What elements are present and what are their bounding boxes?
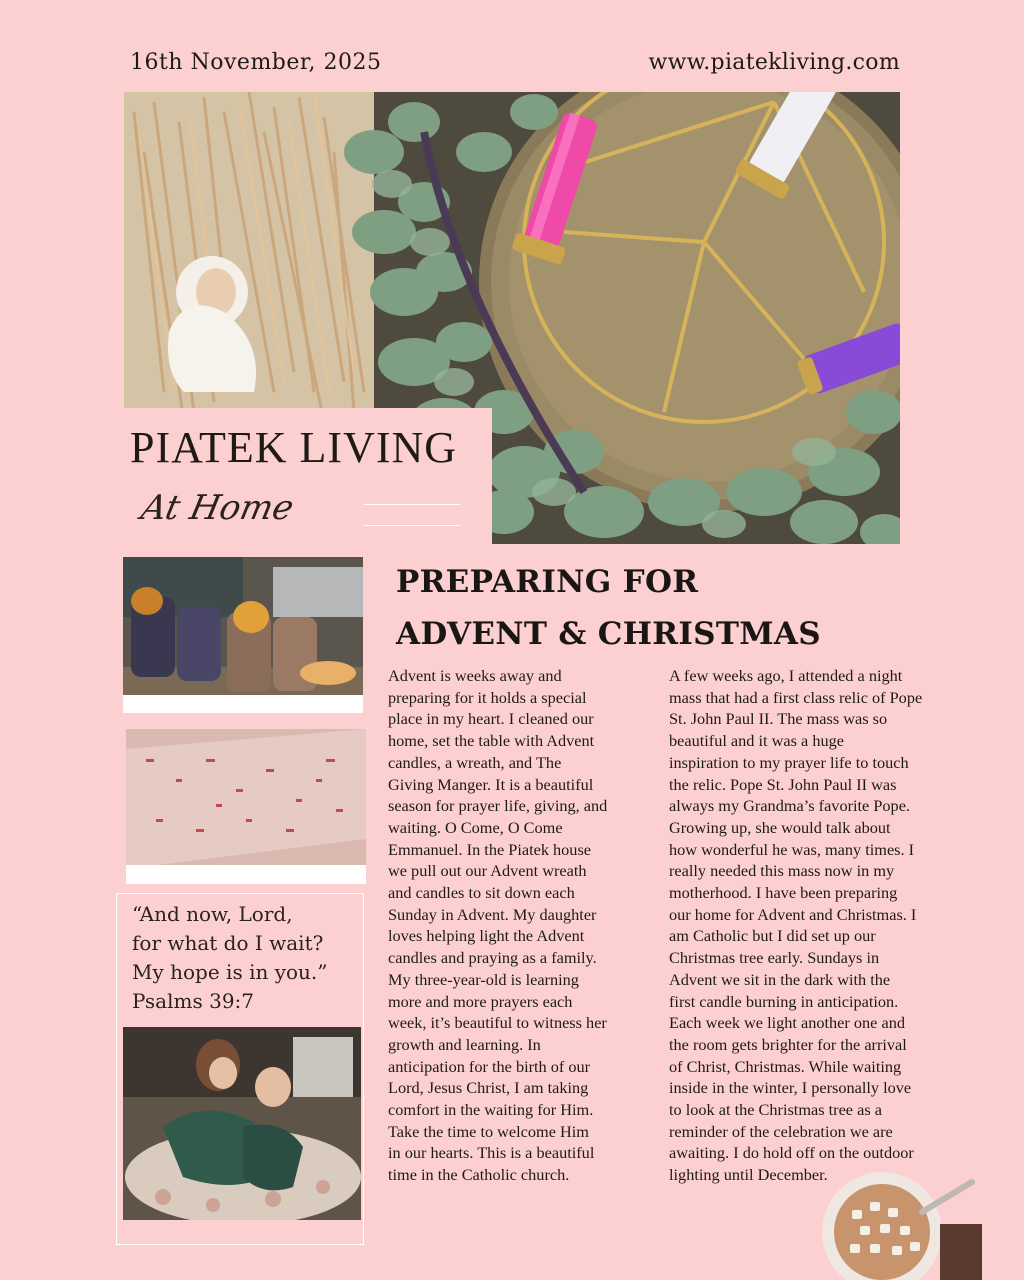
text-line: Giving Manger. It is a beautiful bbox=[388, 774, 594, 794]
text-line: really needed this mass now in my bbox=[669, 861, 895, 881]
text-line: growth and learning. In bbox=[388, 1034, 541, 1054]
text-line: of Christ, Christmas. While waiting bbox=[669, 1056, 902, 1076]
quote-line: for what do I wait? bbox=[132, 931, 324, 955]
article-column-2 bbox=[669, 665, 951, 1186]
text-line: home, set the table with Advent bbox=[388, 731, 595, 751]
brand-subtitle: At Home bbox=[137, 488, 298, 528]
brand-banner bbox=[124, 408, 492, 544]
photo-hot-cocoa bbox=[822, 1162, 982, 1280]
text-line: week, it’s beautiful to witness her bbox=[388, 1013, 607, 1033]
issue-date: 16th November, 2025 bbox=[130, 50, 382, 75]
text-line: Advent we sit in the dark with the bbox=[669, 969, 891, 989]
text-line: waiting. O Come, O Come bbox=[388, 817, 563, 837]
text-line: we pull out our Advent wreath bbox=[388, 861, 587, 881]
brand-title: PIATEK LIVING bbox=[130, 423, 458, 472]
text-line: Growing up, she would talk about bbox=[669, 817, 891, 837]
scripture-quote bbox=[132, 900, 362, 1016]
text-line: comfort in the waiting for Him. bbox=[388, 1100, 594, 1120]
photo-children bbox=[123, 1027, 361, 1220]
text-line: candles and praying as a family. bbox=[388, 948, 597, 968]
text-line: how wonderful he was, many times. I bbox=[669, 839, 915, 859]
text-line: reminder of the celebration we are bbox=[669, 1121, 893, 1141]
photo-peppermint-bark bbox=[126, 729, 366, 884]
headline-line: PREPARING FOR bbox=[396, 564, 699, 600]
headline-line: ADVENT & CHRISTMAS bbox=[396, 616, 821, 652]
text-line: Lord, Jesus Christ, I am taking bbox=[388, 1078, 589, 1098]
quote-line: My hope is in you.” bbox=[132, 960, 328, 984]
article-column-1 bbox=[388, 665, 650, 1186]
article-headline bbox=[396, 556, 916, 660]
text-line: more and more prayers each bbox=[388, 991, 573, 1011]
text-line: our home for Advent and Christmas. I bbox=[669, 904, 917, 924]
text-line: Emmanuel. In the Piatek house bbox=[388, 839, 592, 859]
text-line: Christmas tree early. Sundays in bbox=[669, 948, 880, 968]
text-line: the room gets brighter for the arrival bbox=[669, 1034, 907, 1054]
text-line: time in the Catholic church. bbox=[388, 1165, 570, 1185]
text-line: A few weeks ago, I attended a night bbox=[669, 666, 903, 685]
text-line: inside in the winter, I personally love bbox=[669, 1078, 912, 1098]
text-line: first candle burning in anticipation. bbox=[669, 991, 899, 1011]
text-line: in our hearts. This is a beautiful bbox=[388, 1143, 595, 1163]
text-line: place in my heart. I cleaned our bbox=[388, 709, 594, 729]
text-line: am Catholic but I did set up our bbox=[669, 926, 876, 946]
text-line: lighting until December. bbox=[669, 1165, 828, 1185]
text-line: the relic. Pope St. John Paul II was bbox=[669, 774, 897, 794]
text-line: anticipation for the birth of our bbox=[388, 1056, 591, 1076]
text-line: always my Grandma’s favorite Pope. bbox=[669, 796, 910, 816]
text-line: My three-year-old is learning bbox=[388, 969, 579, 989]
text-line: candles, a wreath, and The bbox=[388, 752, 562, 772]
quote-citation: Psalms 39:7 bbox=[132, 989, 255, 1013]
text-line: Each week we light another one and bbox=[669, 1013, 905, 1033]
text-line: beautiful and it was a huge bbox=[669, 731, 844, 751]
text-line: Advent is weeks away and bbox=[388, 666, 562, 685]
website-url[interactable]: www.piatekliving.com bbox=[648, 50, 900, 75]
decorative-lines bbox=[364, 504, 460, 526]
text-line: season for prayer life, giving, and bbox=[388, 796, 608, 816]
text-line: motherhood. I have been preparing bbox=[669, 883, 898, 903]
text-line: preparing for it holds a special bbox=[388, 687, 587, 707]
text-line: mass that had a first class relic of Pope bbox=[669, 687, 923, 707]
photo-kids-boots bbox=[123, 557, 363, 713]
text-line: loves helping light the Advent bbox=[388, 926, 585, 946]
text-line: St. John Paul II. The mass was so bbox=[669, 709, 888, 729]
text-line: Take the time to welcome Him bbox=[388, 1121, 589, 1141]
text-line: Sunday in Advent. My daughter bbox=[388, 904, 597, 924]
text-line: inspiration to my prayer life to touch bbox=[669, 752, 909, 772]
text-line: awaiting. I do hold off on the outdoor bbox=[669, 1143, 914, 1163]
quote-line: “And now, Lord, bbox=[132, 902, 293, 926]
text-line: to look at the Christmas tree as a bbox=[669, 1100, 882, 1120]
text-line: and candles to sit down each bbox=[388, 883, 575, 903]
